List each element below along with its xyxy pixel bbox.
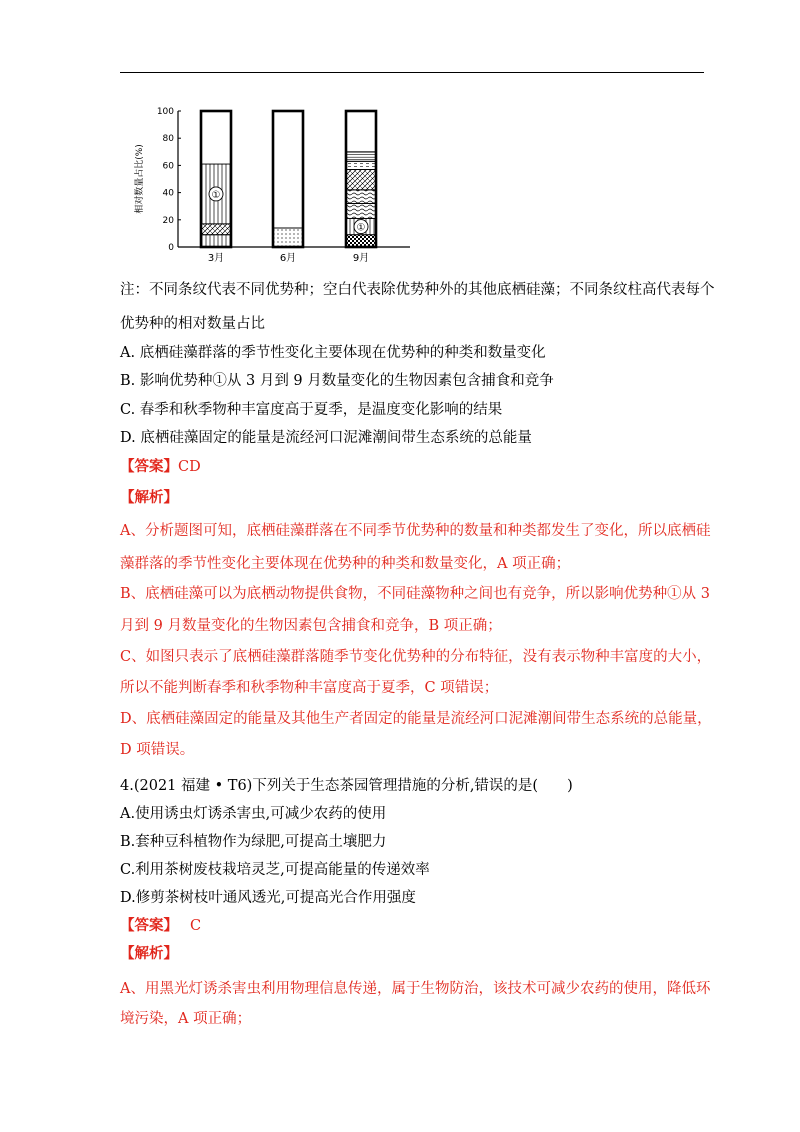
- bar-segment: [346, 161, 376, 169]
- y-tick-label: 20: [162, 215, 174, 226]
- q3-analysis-line: B、底栖硅藻可以为底栖动物提供食物，不同硅藻物种之间也有竞争，所以影响优势种①从 3: [120, 586, 710, 602]
- bar-chart: [120, 96, 420, 268]
- bar-segment: [346, 152, 376, 162]
- bar-segment: [346, 190, 376, 204]
- q3-option-b: B. 影响优势种①从 3 月到 9 月数量变化的生物因素包含捕食和竞争: [120, 373, 554, 389]
- q3-analysis-line: 藻群落的季节性变化主要体现在优势种的种类和数量变化，A 项正确；: [120, 556, 571, 572]
- q3-option-a: A. 底栖硅藻群落的季节性变化主要体现在优势种的种类和数量变化: [120, 345, 546, 361]
- q4-analysis-line: A、用黑光灯诱杀害虫利用物理信息传递，属于生物防治，该技术可减少农药的使用，降低环: [120, 981, 711, 997]
- q4-answer: [120, 916, 201, 936]
- answer-label: 【答案】: [120, 458, 178, 475]
- y-tick-label: 100: [156, 107, 174, 117]
- q4-analysis-label: 【解析】: [120, 945, 178, 962]
- chart-note-line-2: 优势种的相对数量占比: [120, 316, 265, 332]
- chart-note-line-1: 注：不同条纹代表不同优势种；空白代表除优势种外的其他底栖硅藻；不同条纹柱高代表每个: [120, 282, 715, 298]
- q3-analysis-line: 月到 9 月数量变化的生物因素包含捕食和竞争，B 项正确；: [120, 618, 502, 634]
- bar-segment: [346, 235, 376, 247]
- species-marker-label: ①: [211, 189, 221, 201]
- bar-segment: [201, 235, 231, 247]
- q4-option-b: B.套种豆科植物作为绿肥,可提高土壤肥力: [120, 834, 387, 850]
- answer-label: 【答案】: [120, 917, 178, 934]
- bar-segment: [346, 203, 376, 218]
- q3-analysis-line: C、如图只表示了底栖硅藻群落随季节变化优势种的分布特征，没有表示物种丰富度的大小，: [120, 649, 712, 665]
- y-tick-label: 80: [162, 134, 174, 145]
- x-tick-label: 3月: [207, 253, 225, 264]
- q3-option-d: D. 底栖硅藻固定的能量是流经河口泥滩潮间带生态系统的总能量: [120, 430, 532, 446]
- y-tick-label: 40: [162, 188, 174, 199]
- q3-analysis-line: A、分析题图可知，底栖硅藻群落在不同季节优势种的数量和种类都发生了变化，所以底栖硅: [120, 523, 711, 539]
- q4-stem: 4.(2021 福建 • T6)下列关于生态茶园管理措施的分析,错误的是( ): [120, 778, 573, 794]
- q3-analysis-label: 【解析】: [120, 489, 178, 506]
- q4-option-d: D.修剪茶树枝叶通风透光,可提高光合作用强度: [120, 890, 416, 906]
- bar-segment: [346, 111, 376, 152]
- species-marker-label: ①: [356, 222, 366, 234]
- answer-value: C: [190, 918, 202, 934]
- answer-value: CD: [178, 459, 201, 475]
- y-tick-label: 0: [168, 243, 174, 253]
- x-tick-label: 6月: [279, 253, 297, 264]
- q3-analysis-line: 所以不能判断春季和秋季物种丰富度高于夏季，C 项错误；: [120, 680, 499, 696]
- q4-option-a: A.使用诱虫灯诱杀害虫,可减少农药的使用: [120, 806, 387, 822]
- bar-segment: [201, 111, 231, 164]
- x-tick-label: 9月: [352, 253, 370, 264]
- q4-option-c: C.利用茶树废枝栽培灵芝,可提高能量的传递效率: [120, 862, 430, 878]
- q4-analysis-line: 境污染，A 项正确；: [120, 1011, 252, 1027]
- q3-answer: [120, 457, 201, 477]
- bar-segment: [273, 111, 303, 228]
- bar-segment: [201, 224, 231, 235]
- q3-analysis-line: D 项错误。: [120, 742, 195, 758]
- bar-segment: [346, 169, 376, 189]
- header-rule: [120, 72, 704, 73]
- y-axis-label: 相对数量占比(%): [135, 144, 145, 214]
- bar-segment: [273, 228, 303, 247]
- y-tick-label: 60: [162, 161, 174, 172]
- q3-analysis-line: D、底栖硅藻固定的能量及其他生产者固定的能量是流经河口泥滩潮间带生态系统的总能量，: [120, 711, 712, 727]
- q3-option-c: C. 春季和秋季物种丰富度高于夏季，是温度变化影响的结果: [120, 402, 503, 418]
